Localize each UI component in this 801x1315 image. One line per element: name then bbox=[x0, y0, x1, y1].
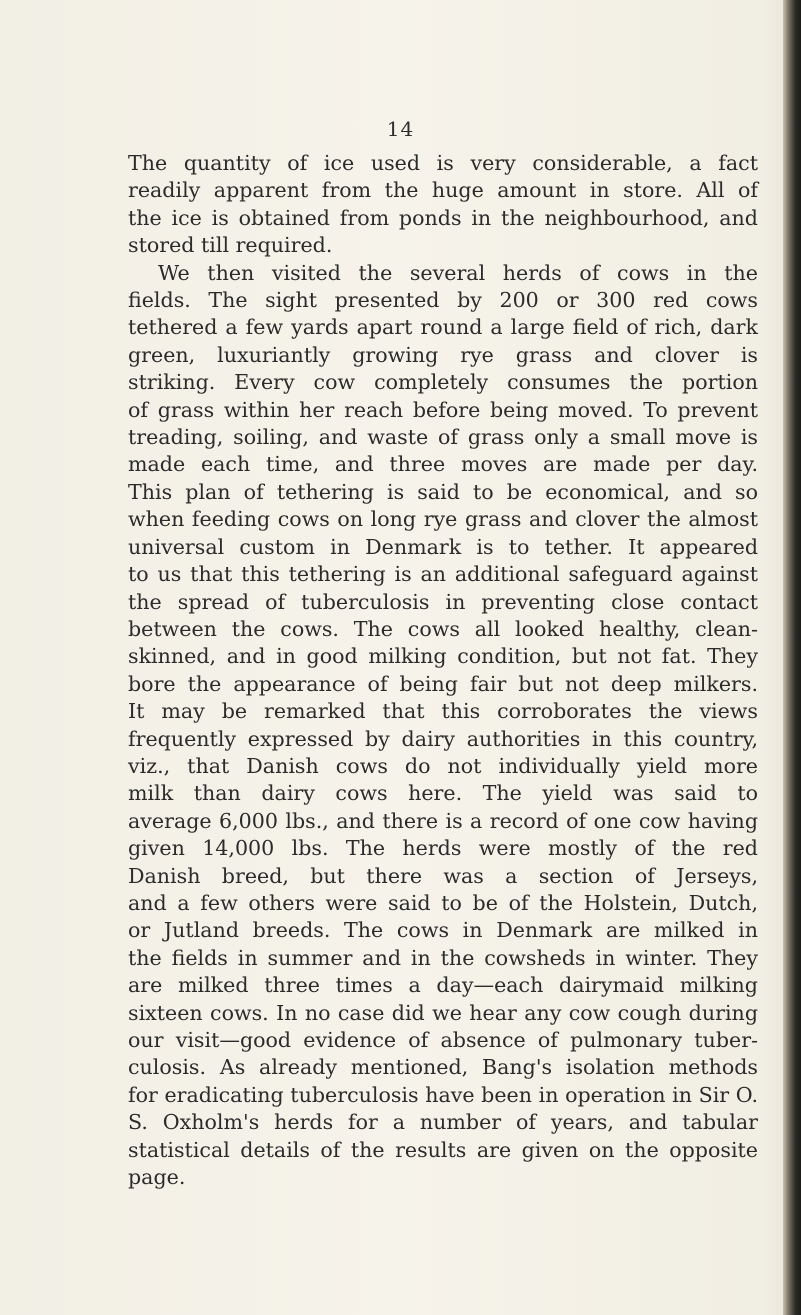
text-line: It may be remarked that this corroborates the views bbox=[128, 699, 758, 724]
text-line: and a few others were said to be of the Holstein, Dutch, bbox=[128, 890, 758, 915]
text-line: the ice is obtained from ponds in the neighbourhood, and bbox=[128, 205, 758, 230]
text-line: milk than dairy cows here. The yield was said to bbox=[128, 781, 758, 806]
text-line: or Jutland breeds. The cows in Denmark are milked in bbox=[128, 918, 758, 943]
text-line: page. bbox=[128, 1165, 186, 1190]
text-line: viz., that Danish cows do not individually yield more bbox=[128, 753, 758, 778]
text-line: treading, soiling, and waste of grass only a small move is bbox=[128, 425, 758, 450]
page-number: 14 bbox=[386, 117, 415, 141]
text-line: between the cows. The cows all looked healthy, clean- bbox=[128, 616, 758, 641]
text-line: tethered a few yards apart round a large field of rich, dark bbox=[128, 315, 758, 340]
text-line: when feeding cows on long rye grass and clover the almost bbox=[128, 507, 758, 532]
text-line: statistical details of the results are given on the opposite bbox=[128, 1137, 758, 1162]
text-line: sixteen cows. In no case did we hear any cow cough during bbox=[128, 1000, 758, 1025]
text-line: This plan of tethering is said to be economical, and so bbox=[128, 479, 758, 504]
text-line: stored till required. bbox=[128, 233, 333, 258]
text-line: are milked three times a day—each dairymaid milking bbox=[128, 973, 758, 998]
text-line: The quantity of ice used is very considerable, a fact bbox=[128, 151, 758, 175]
text-line: universal custom in Denmark is to tether. It appeared bbox=[128, 534, 758, 559]
text-line: S. Oxholm's herds for a number of years, and tabular bbox=[128, 1110, 758, 1135]
text-line: given 14,000 lbs. The herds were mostly of the red bbox=[128, 836, 758, 861]
text-line: to us that this tethering is an additional safeguard against bbox=[128, 562, 758, 587]
text-line: average 6,000 lbs., and there is a record of one cow having bbox=[128, 808, 758, 833]
text-line: skinned, and in good milking condition, but not fat. They bbox=[128, 644, 758, 669]
text-line: for eradicating tuberculosis have been in operation in Sir O. bbox=[128, 1082, 758, 1107]
body-text bbox=[128, 150, 758, 1191]
text-line: striking. Every cow completely consumes the portion bbox=[128, 370, 758, 395]
page-binding-edge bbox=[783, 0, 801, 1315]
text-line: of grass within her reach before being moved. To prevent bbox=[128, 397, 758, 422]
text-line: bore the appearance of being fair but not deep milkers. bbox=[128, 671, 758, 696]
text-line: frequently expressed by dairy authorities in this country, bbox=[128, 726, 758, 751]
text-line: culosis. As already mentioned, Bang's isolation methods bbox=[128, 1055, 758, 1080]
text-line: We then visited the several herds of cows in the bbox=[158, 260, 758, 285]
text-line: the spread of tuberculosis in preventing close contact bbox=[128, 589, 758, 614]
text-line: made each time, and three moves are made per day. bbox=[128, 452, 758, 477]
text-line: fields. The sight presented by 200 or 300 red cows bbox=[128, 288, 758, 313]
text-line: green, luxuriantly growing rye grass and clover is bbox=[128, 342, 758, 367]
text-line: Danish breed, but there was a section of Jerseys, bbox=[128, 863, 758, 888]
text-line: readily apparent from the huge amount in store. All of bbox=[128, 178, 758, 203]
text-line: our visit—good evidence of absence of pulmonary tuber- bbox=[128, 1028, 758, 1052]
text-line: the fields in summer and in the cowsheds in winter. They bbox=[128, 945, 758, 970]
